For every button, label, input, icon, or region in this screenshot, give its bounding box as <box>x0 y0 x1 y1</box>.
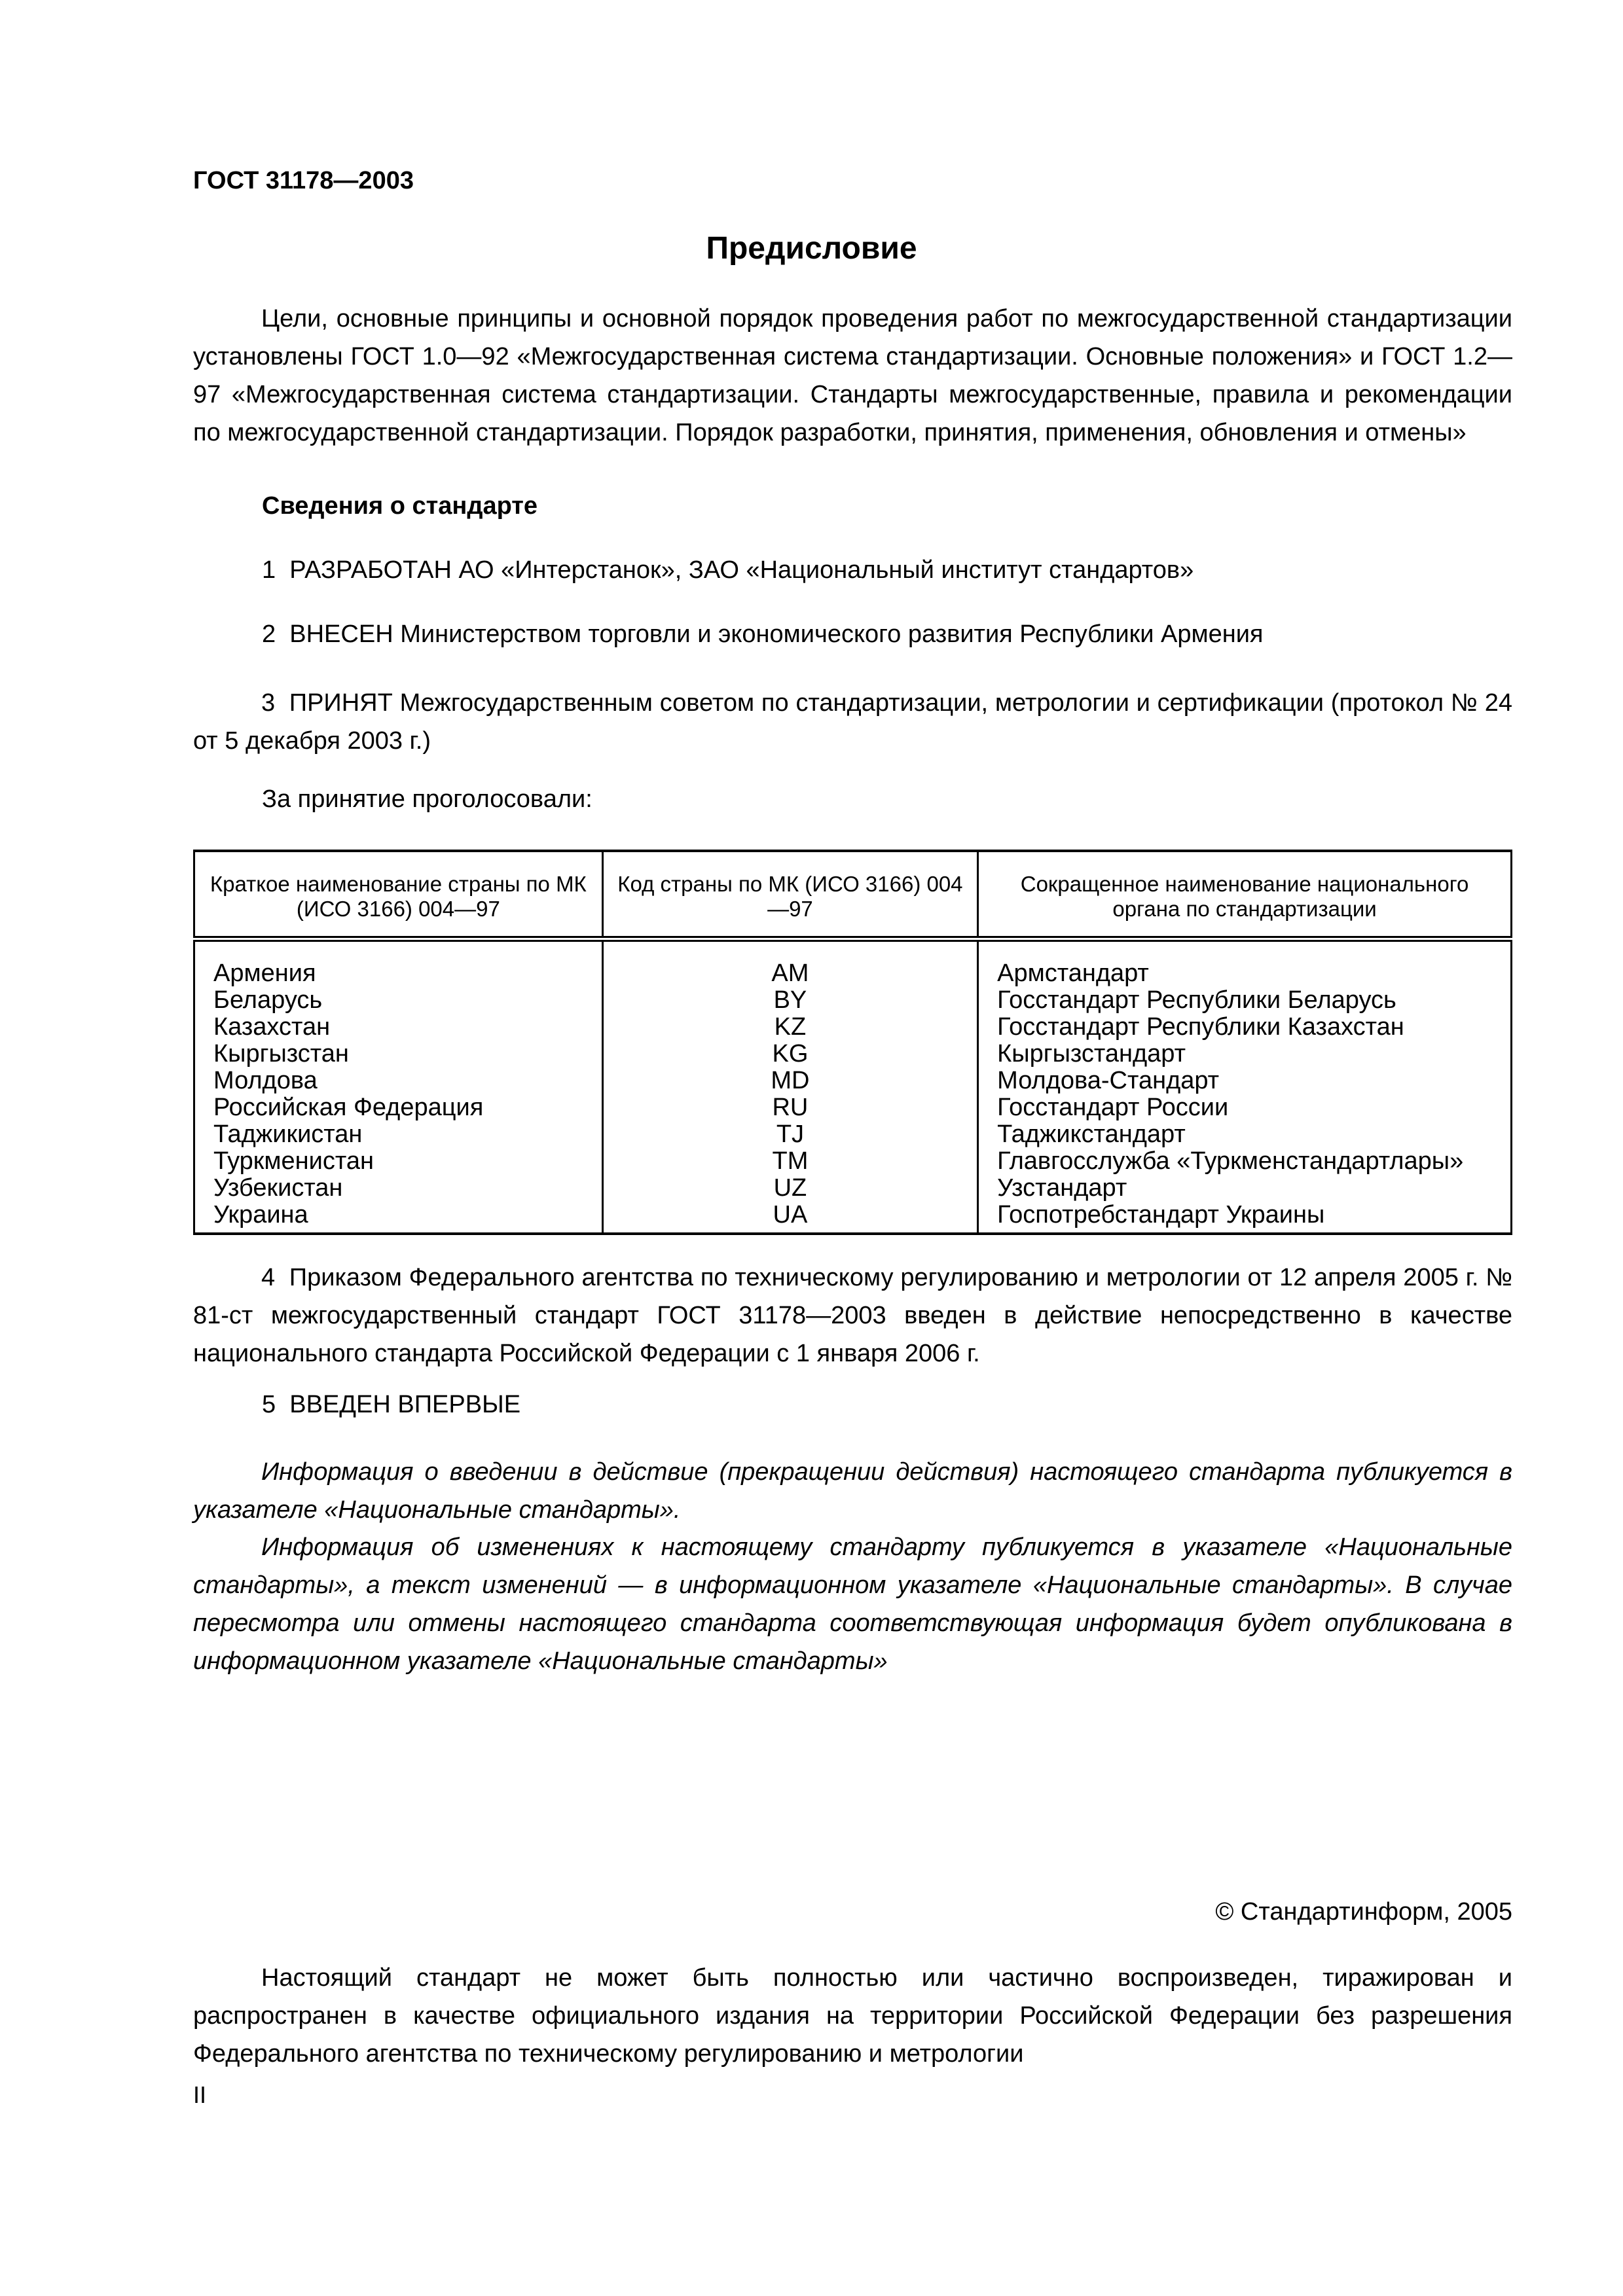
notice-changes: Информация об изменениях к настоящему стандарту публикуется в указателе «Национальные стандарты», а текст изменений — в информационном указателе «Национальные стандарты». В случае пересмотра или отмены настоящего стандарта соответствующая информация будет опубликована в информационном указателе «Национальные стандарты» <box>193 1534 1512 1675</box>
notice-publication: Информация о введении в действие (прекращении действия) настоящего стандарта публикуется в указателе «Национальные стандарты». <box>193 1458 1512 1524</box>
section-heading: Сведения о стандарте <box>262 492 538 520</box>
table-row: Российская Федерация RU Госстандарт России <box>194 1094 1512 1121</box>
table-row: Казахстан KZ Госстандарт Республики Казахстан <box>194 1014 1512 1041</box>
table-row: Узбекистан UZ Узстандарт <box>194 1175 1512 1202</box>
item-2: 2 ВНЕСЕН Министерством торговли и экономического развития Республики Армения <box>262 620 1264 648</box>
page-number: II <box>193 2081 207 2108</box>
votes-intro: За принятие проголосовали: <box>262 785 593 813</box>
table-row: Украина UA Госпотребстандарт Украины <box>194 1202 1512 1234</box>
reproduction-notice: Настоящий стандарт не может быть полностью или частично воспроизведен, тиражирован и распространен в качестве официального издания на территории Российской Федерации без разрешения Федерального агентства по техническому регулированию и метрологии <box>193 1964 1512 2068</box>
item-4: 4 Приказом Федерального агентства по техническому регулированию и метрологии от 12 апреля 2005 г. № 81-ст межгосударственный стандарт ГОСТ 31178—2003 введен в действие непосредственно в качестве национального стандарта Российской Федерации с 1 января 2006 г. <box>193 1264 1512 1367</box>
column-header-code: Код страны по МК (ИСО 3166) 004—97 <box>602 851 977 939</box>
voting-countries-table <box>193 850 1512 1235</box>
table-row: Армения AM Армстандарт <box>194 939 1512 988</box>
document-id: ГОСТ 31178—2003 <box>193 167 414 194</box>
column-header-body: Сокращенное наименование национального органа по стандартизации <box>978 851 1512 939</box>
table-header-row <box>194 851 1512 939</box>
preface-intro: Цели, основные принципы и основной порядок проведения работ по межгосударственной стандартизации установлены ГОСТ 1.0—92 «Межгосударственная система стандартизации. Основные положения» и ГОСТ 1.2—97 «Межгосударственная система стандартизации. Стандарты межгосударственные, правила и рекомендации по межгосударственной стандартизации. Порядок разработки, принятия, применения, обновления и отмены» <box>193 305 1512 446</box>
table-row: Беларусь BY Госстандарт Республики Беларусь <box>194 987 1512 1014</box>
copyright: © Стандартинформ, 2005 <box>1215 1898 1512 1926</box>
item-1: 1 РАЗРАБОТАН АО «Интерстанок», ЗАО «Национальный институт стандартов» <box>262 556 1194 584</box>
table-row: Молдова MD Молдова-Стандарт <box>194 1067 1512 1094</box>
table-row: Кыргызстан KG Кыргызстандарт <box>194 1041 1512 1067</box>
page-title: Предисловие <box>706 231 917 266</box>
item-5: 5 ВВЕДЕН ВПЕРВЫЕ <box>262 1391 521 1418</box>
table-row: Таджикистан TJ Таджикстандарт <box>194 1121 1512 1148</box>
table-row: Туркменистан TM Главгосслужба «Туркменстандартлары» <box>194 1148 1512 1175</box>
column-header-country: Краткое наименование страны по МК (ИСО 3166) 004—97 <box>194 851 603 939</box>
item-3: 3 ПРИНЯТ Межгосударственным советом по стандартизации, метрологии и сертификации (протокол № 24 от 5 декабря 2003 г.) <box>193 689 1512 755</box>
